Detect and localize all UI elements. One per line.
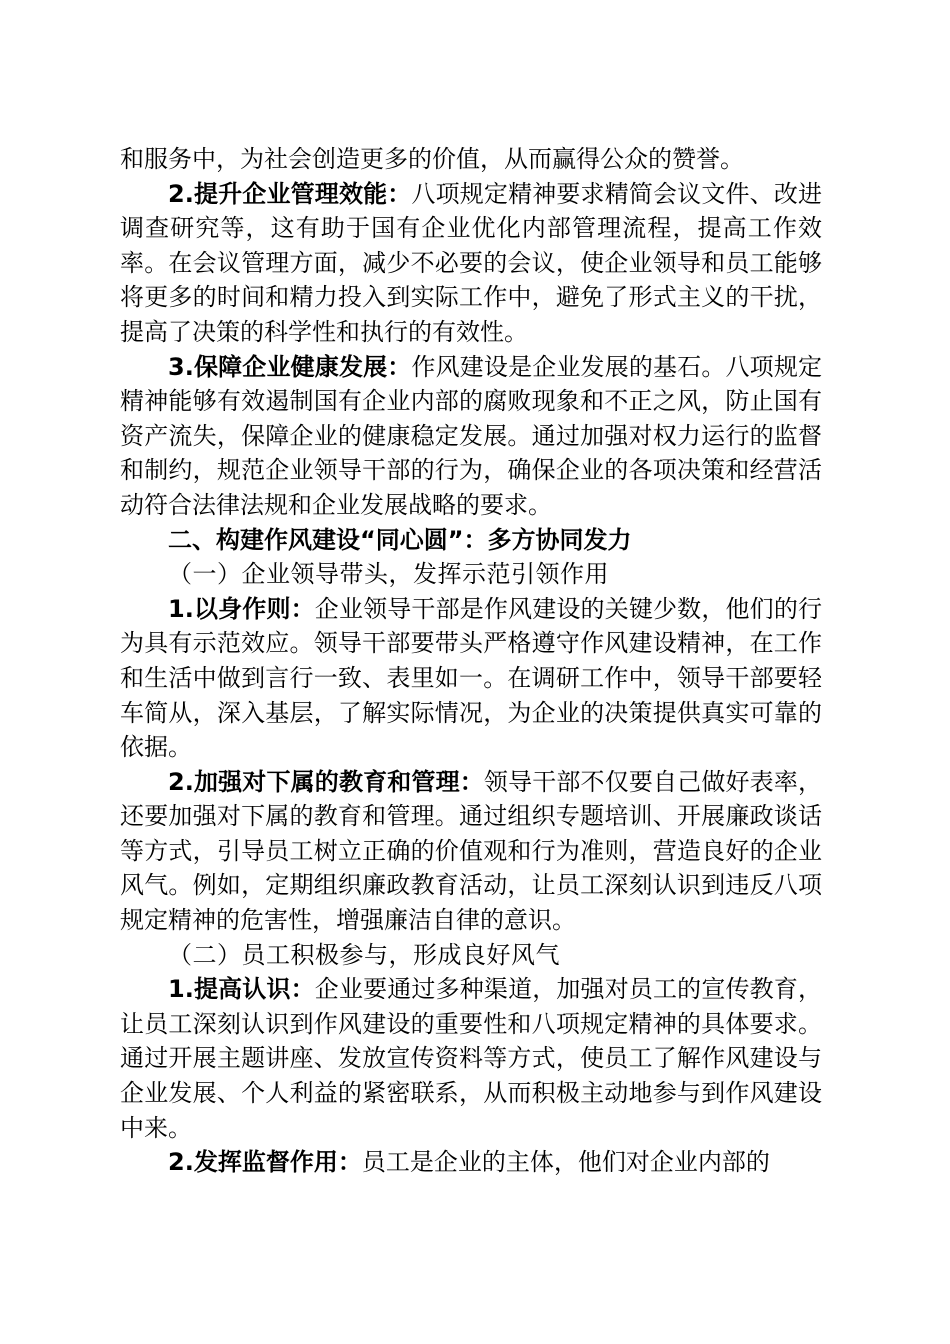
item-lead-by-example xyxy=(120,592,822,765)
document-page xyxy=(120,142,822,1180)
item-text: 领导干部不仅要自己做好表率，还要加强对下属的教育和管理。通过组织专题培训、开展廉政谈话等方式，引导员工树立正确的价值观和行为准则，营造良好的企业风气。例如，定期组织廉政教育活动，让员工深刻认识到违反八项规定精神的危害性，增强廉洁自律的意识。 xyxy=(120,767,822,935)
paragraph-lead: 3.保障企业健康发展： xyxy=(168,352,412,381)
subsection-heading-leaders: （一）企业领导带头，发挥示范引领作用 xyxy=(168,560,609,589)
item-subordinate-education xyxy=(120,765,822,938)
item-text: 企业要通过多种渠道，加强对员工的宣传教育，让员工深刻认识到作风建设的重要性和八项规定精神的具体要求。通过开展主题讲座、发放宣传资料等方式，使员工了解作风建设与企业发展、个人利益的紧密联系，从而积极主动地参与到作风建设中来。 xyxy=(120,975,822,1142)
section-heading: 二、构建作风建设“同心圆”：多方协同发力 xyxy=(168,525,632,554)
paragraph-continuation xyxy=(120,142,822,177)
paragraph-healthy-development xyxy=(120,350,822,523)
item-text: 企业领导干部是作风建设的关键少数，他们的行为具有示范效应。领导干部要带头严格遵守作风建设精神，在工作和生活中做到言行一致、表里如一。在调研工作中，领导干部要轻车简从，深入基层，了解实际情况，为企业的决策提供真实可靠的依据。 xyxy=(120,594,822,762)
item-raise-awareness xyxy=(120,972,822,1145)
item-lead: 2.发挥监督作用： xyxy=(168,1148,362,1177)
item-lead: 2.加强对下属的教育和管理： xyxy=(168,767,484,796)
item-lead: 1.提高认识： xyxy=(168,975,315,1004)
paragraph-improve-efficiency xyxy=(120,177,822,350)
paragraph-text: 八项规定精神要求精简会议文件、改进调查研究等，这有助于国有企业优化内部管理流程，提高工作效率。在会议管理方面，减少不必要的会议，使企业领导和员工能够将更多的时间和精力投入到实际工作中，避免了形式主义的干扰，提高了决策的科学性和执行的有效性。 xyxy=(120,179,822,346)
item-lead: 1.以身作则： xyxy=(168,594,315,623)
item-text: 员工是企业的主体，他们对企业内部的 xyxy=(361,1148,770,1177)
paragraph-text: 作风建设是企业发展的基石。八项规定精神能够有效遏制国有企业内部的腐败现象和不正之风，防止国有资产流失，保障企业的健康稳定发展。通过加强对权力运行的监督和制约，规范企业领导干部的行为，确保企业的各项决策和经营活动符合法律法规和企业发展战略的要求。 xyxy=(120,352,822,519)
item-supervision xyxy=(120,1145,822,1180)
paragraph-text: 和服务中，为社会创造更多的价值，从而赢得公众的赞誉。 xyxy=(120,145,744,173)
subsection-heading-employees: （二）员工积极参与，形成良好风气 xyxy=(168,940,560,969)
paragraph-lead: 2.提升企业管理效能： xyxy=(168,179,412,208)
